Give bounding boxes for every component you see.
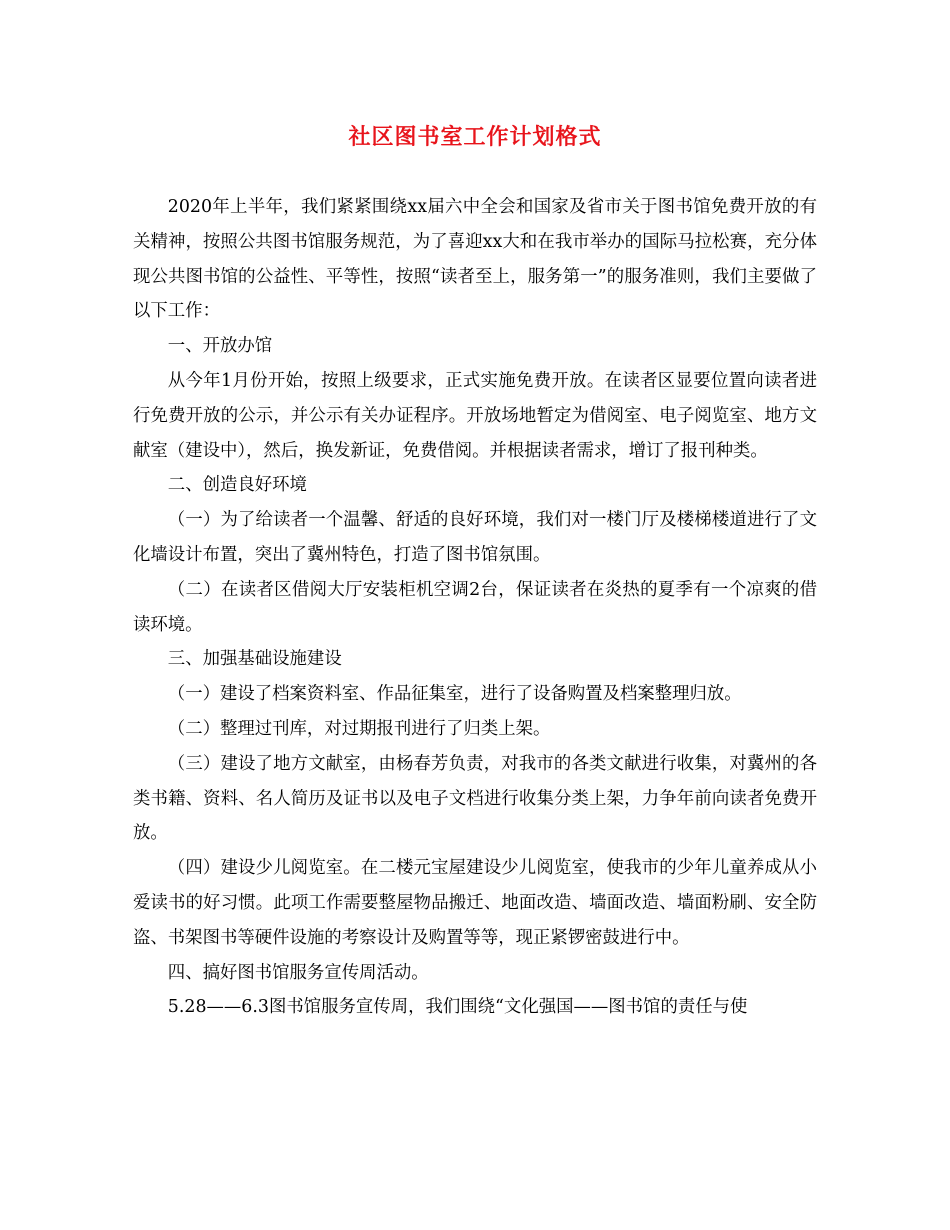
paragraph: （二）在读者区借阅大厅安装柜机空调2台，保证读者在炎热的夏季有一个凉爽的借读环境。 — [133, 579, 817, 635]
document-body — [133, 190, 817, 1025]
paragraph: （一）为了给读者一个温馨、舒适的良好环境，我们对一楼门厅及楼梯楼道进行了文化墙设计布置，突出了冀州特色，打造了图书馆氛围。 — [133, 510, 817, 565]
paragraph: （一）建设了档案资料室、作品征集室，进行了设备购置及档案整理归放。 — [167, 684, 742, 705]
section-heading-2: 二、创造良好环境 — [167, 475, 307, 496]
paragraph: （四）建设少儿阅览室。在二楼元宝屋建设少儿阅览室，使我市的少年儿童养成从小爱读书的好习惯。此项工作需要整屋物品搬迁、地面改造、墙面改造、墙面粉刷、安全防盗、书架图书等硬件设施的考察设计及购置等等，现正紧锣密鼓进行中。 — [133, 858, 817, 948]
paragraph: 从今年1月份开始，按照上级要求，正式实施免费开放。在读者区显要位置向读者进行免费开放的公示，并公示有关办证程序。开放场地暂定为借阅室、电子阅览室、地方文献室（建设中），然后，换发新证，免费借阅。并根据读者需求，增订了报刊种类。 — [133, 370, 817, 461]
section-heading-4: 四、搞好图书馆服务宣传周活动。 — [167, 962, 429, 983]
document-title: 社区图书室工作计划格式 — [348, 124, 602, 150]
paragraph-intro: 2020年上半年，我们紧紧围绕xx届六中全会和国家及省市关于图书馆免费开放的有关精神，按照公共图书馆服务规范，为了喜迎xx大和在我市举办的国际马拉松赛，充分体现公共图书馆的公益性、平等性，按照“读者至上，服务第一”的服务准则，我们主要做了以下工作： — [133, 197, 817, 322]
paragraph: 5.28——6.3图书馆服务宣传周，我们围绕“文化强国——图书馆的责任与使 — [167, 997, 748, 1018]
section-heading-1: 一、开放办馆 — [167, 336, 273, 357]
section-heading-3: 三、加强基础设施建设 — [167, 649, 342, 670]
paragraph: （二）整理过刊库，对过期报刊进行了归类上架。 — [167, 718, 551, 739]
paragraph: （三）建设了地方文献室，由杨春芳负责，对我市的各类文献进行收集，对冀州的各类书籍、资料、名人简历及证书以及电子文档进行收集分类上架，力争年前向读者免费开放。 — [133, 753, 817, 844]
